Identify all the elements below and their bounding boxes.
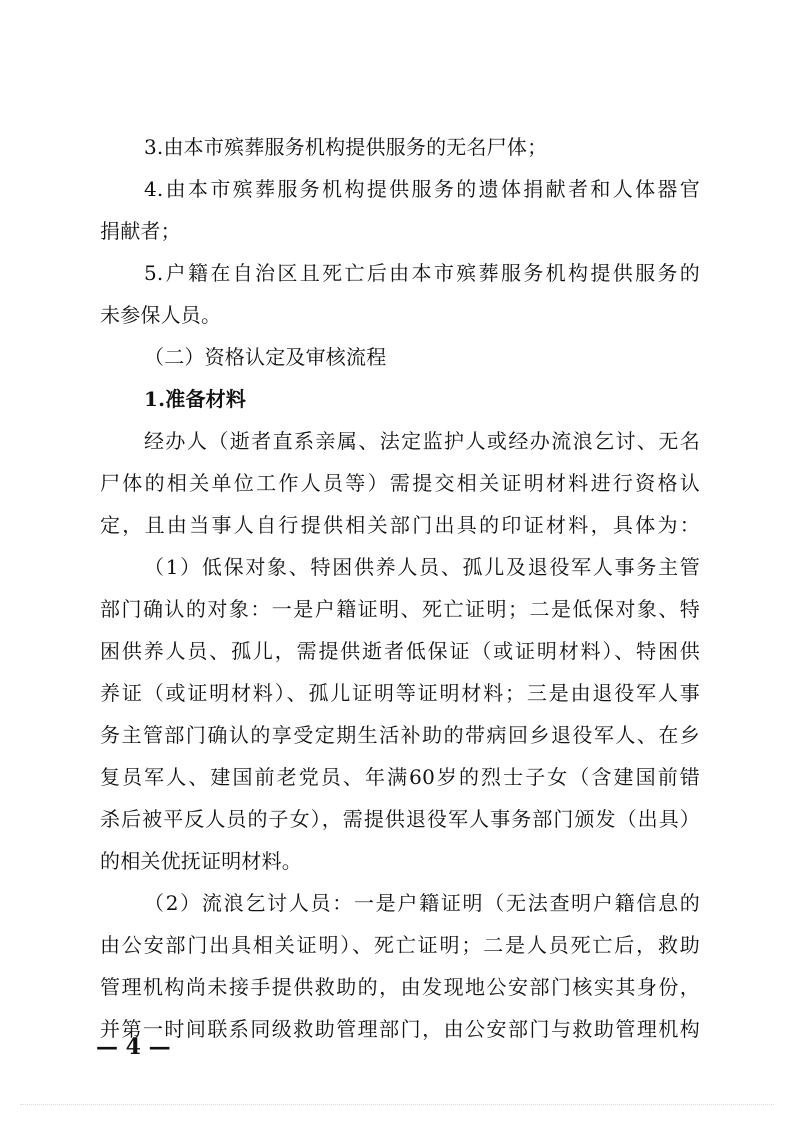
page-number: — 4 — [96,1034,171,1060]
text-line-19: （2）流浪乞讨人员：一是户籍证明（无法查明户籍信息的 [144,891,700,915]
subsection-heading: 1.准备材料 [144,387,247,411]
text-line-3: 捐献者； [100,219,181,243]
text-line-1: 3.由本市殡葬服务机构提供服务的无名尸体； [144,135,548,159]
section-heading: （二）资格认定及审核流程 [144,345,387,369]
scan-edge-divider [20,1104,774,1109]
text-line-22: 并第一时间联系同级救助管理部门，由公安部门与救助管理机构 [100,1017,700,1041]
text-line-11: （1）低保对象、特困供养人员、孤儿及退役军人事务主管 [144,555,700,579]
text-line-5: 未参保人员。 [100,303,222,327]
text-line-4: 5.户籍在自治区且死亡后由本市殡葬服务机构提供服务的 [144,261,700,285]
text-line-20: 由公安部门出具相关证明）、死亡证明；二是人员死亡后，救助 [100,933,700,957]
text-line-12: 部门确认的对象：一是户籍证明、死亡证明；二是低保对象、特 [100,597,700,621]
text-line-21: 管理机构尚未接手提供救助的，由发现地公安部门核实其身份， [100,975,700,999]
text-line-13: 困供养人员、孤儿，需提供逝者低保证（或证明材料）、特困供 [100,639,700,663]
text-line-15: 务主管部门确认的享受定期生活补助的带病回乡退役军人、在乡 [100,723,700,747]
text-line-8: 经办人（逝者直系亲属、法定监护人或经办流浪乞讨、无名 [144,429,700,453]
text-line-18: 的相关优抚证明材料。 [100,849,302,873]
text-line-2: 4.由本市殡葬服务机构提供服务的遗体捐献者和人体器官 [144,177,700,201]
text-line-14: 养证（或证明材料）、孤儿证明等证明材料；三是由退役军人事 [100,681,700,705]
text-line-10: 定，且由当事人自行提供相关部门出具的印证材料，具体为： [100,513,700,537]
text-line-17: 杀后被平反人员的子女），需提供退役军人事务部门颁发（出具） [100,807,700,831]
text-line-16: 复员军人、建国前老党员、年满60岁的烈士子女（含建国前错 [100,765,700,789]
text-line-9: 尸体的相关单位工作人员等）需提交相关证明材料进行资格认 [100,471,700,495]
